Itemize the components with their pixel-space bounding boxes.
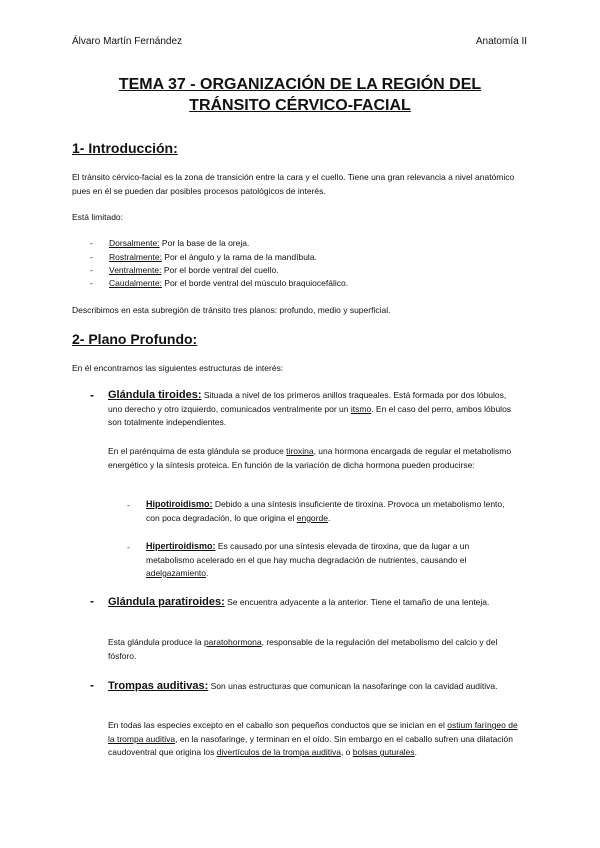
limits-intro: Está limitado: [72, 212, 124, 222]
trompas-detail-paragraph: En todas las especies excepto en el caballo son pequeños conductos que se inician en el ostium faríngeo de la trompa auditiva, en la nasofaringe, y terminan en el oído. Sin embargo en el caballo sufren una dilatación caudoventral que origina los divertículos de la trompa auditiva, o bolsas guturales. [108, 720, 518, 757]
paratohormona-paragraph: Esta glándula produce la paratohormona, responsable de la regulación del metabolismo del calcio y del fósforo. [108, 637, 498, 661]
planes-paragraph: Describimos en esta subregión de tránsito tres planos: profundo, medio y superficial. [72, 305, 391, 315]
paratiroides-paragraph: Glándula paratiroides: Se encuentra adyacente a la anterior. Tiene el tamaño de una lenteja. [108, 596, 490, 608]
hipotiroidismo-paragraph: Hipotiroidismo: Debido a una síntesis insuficiente de tiroxina. Provoca un metabolismo lento, con poca degradación, lo que origina el engorde. [146, 499, 505, 523]
hipertiroidismo-paragraph: Hipertiroidismo: Es causado por una síntesis elevada de tiroxina, que da lugar a un metabolismo acelerado en el que hay mucha degradación de nutrientes, causando el adelgazamiento. [146, 541, 470, 578]
author-name: Álvaro Martín Fernández [72, 36, 183, 47]
course-name: Anatomía II [475, 36, 527, 47]
trompas-paragraph: Trompas auditivas: Son unas estructuras que comunican la nasofaringe con la cavidad auditiva. [108, 680, 498, 692]
tiroides-paragraph: Glándula tiroides: Situada a nivel de los primeros anillos traqueales. Está formada por dos lóbulos, uno derecho y otro izquierdo, comunicados ventralmente por un itsmo. En el caso del perro, ambos lóbulos son totalmente independientes. [108, 389, 512, 427]
section-2-heading: 2- Plano Profundo: [72, 331, 198, 347]
bullet-dash: - [90, 594, 94, 608]
section-1-heading: 1- Introducción: [72, 140, 178, 156]
title-line-2: TRÁNSITO CÉRVICO-FACIAL [189, 97, 411, 114]
bullet-dash: - [90, 678, 94, 692]
page-header [72, 36, 527, 47]
bullet-dash: - [90, 388, 94, 402]
section-2-intro: En él encontramos las siguientes estructuras de interés: [72, 363, 284, 373]
document-title [60, 74, 540, 116]
tiroxina-paragraph: En el parénquima de esta glándula se produce tiroxina, una hormona encargada de regular el metabolismo energético y la síntesis proteica. En función de la variación de dicha hormona pueden producirse: [108, 446, 512, 470]
title-line-1: TEMA 37 - ORGANIZACIÓN DE LA REGIÓN DEL [118, 76, 482, 93]
intro-paragraph: El tránsito cérvico-facial es la zona de transición entre la cara y el cuello. Tiene una gran relevancia a nivel anatómico pues en él se pueden dar posibles procesos patológicos de interés. [72, 172, 515, 196]
